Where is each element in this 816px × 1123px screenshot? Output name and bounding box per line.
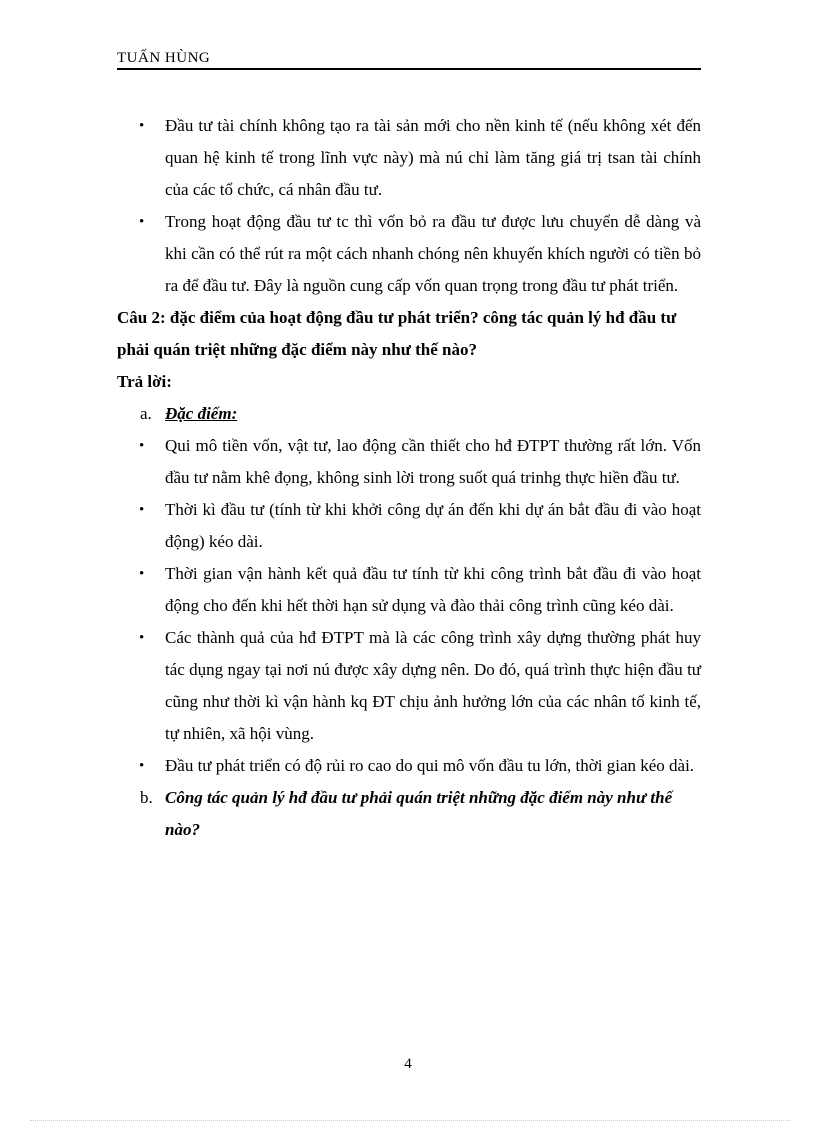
page-header [117,48,701,70]
section-a-letter: a. [140,404,152,423]
list-item [117,622,701,750]
list-item [117,430,701,494]
page-number: 4 [404,1056,412,1072]
answer-label: Trả lời: [117,372,172,391]
list-item-text: Thời kì đầu tư (tính từ khi khởi công dự án đến khi dự án bắt đầu đi vào hoạt động) kéo dài. [165,500,701,551]
list-item-text: Đầu tư tài chính không tạo ra tài sản mới cho nền kinh tế (nếu không xét đến quan hệ kinh tế trong lĩnh vực này) mà nú chỉ làm tăng giá trị tsan tài chính của các tổ chức, cá nhân đầu tư. [165,116,701,199]
bullet-icon: • [139,214,145,230]
list-item [117,206,701,302]
bullet-list-top [117,110,701,302]
list-item [117,558,701,622]
list-item-text: Qui mô tiền vốn, vật tư, lao động cần thiết cho hđ ĐTPT thường rất lớn. Vốn đầu tư nằm khê đọng, không sinh lời trong suốt quá trinhg thực hiền đầu tư. [165,436,701,487]
section-b-letter: b. [140,788,153,807]
section-b-title: Công tác quản lý hđ đầu tư phải quán triệt những đặc điểm này như thế nào? [165,788,673,839]
document-body [117,110,701,846]
list-item-text: Các thành quả của hđ ĐTPT mà là các công trình xây dựng thường phát huy tác dụng ngay tại nơi nú được xây dựng nên. Do đó, quá trình thực hiện đầu tư cũng như thời kì vận hành kq ĐT chịu ảnh hưởng lớn của các nhân tố kinh tế, tự nhiên, xã hội vùng. [165,628,701,743]
bullet-icon: • [139,758,145,774]
bullet-icon: • [139,438,145,454]
bullet-icon: • [139,630,145,646]
list-item-text: Trong hoạt động đầu tư tc thì vốn bỏ ra đầu tư được lưu chuyển dễ dàng và khi cần có thể rút ra một cách nhanh chóng nên khuyến khích người có tiền bỏ ra để đầu tư. Đây là nguồn cung cấp vốn quan trọng trong đầu tư phát triển. [165,212,701,295]
list-item-text: Thời gian vận hành kết quả đầu tư tính từ khi công trình bắt đầu đi vào hoạt động cho đến khi hết thời hạn sử dụng và đào thải công trình cũng kéo dài. [165,564,701,615]
bullet-icon: • [139,566,145,582]
section-b-heading [117,782,701,846]
section-a-title: Đặc điểm: [165,404,238,423]
list-item-text: Đầu tư phát triển có độ rủi ro cao do qui mô vốn đầu tu lớn, thời gian kéo dài. [165,756,695,775]
bullet-list-a [117,430,701,782]
bullet-icon: • [139,502,145,518]
list-item [117,110,701,206]
bullet-icon: • [139,118,145,134]
list-item [117,494,701,558]
section-a-heading [117,398,701,430]
page-bottom-divider [30,1120,790,1121]
list-item [117,750,701,782]
question-heading: Câu 2: đặc điểm của hoạt động đầu tư phát triển? công tác quản lý hđ đầu tư phải quán triệt những đặc điểm này như thế nào? [117,308,677,359]
header-title: TUẤN HÙNG [117,50,211,66]
